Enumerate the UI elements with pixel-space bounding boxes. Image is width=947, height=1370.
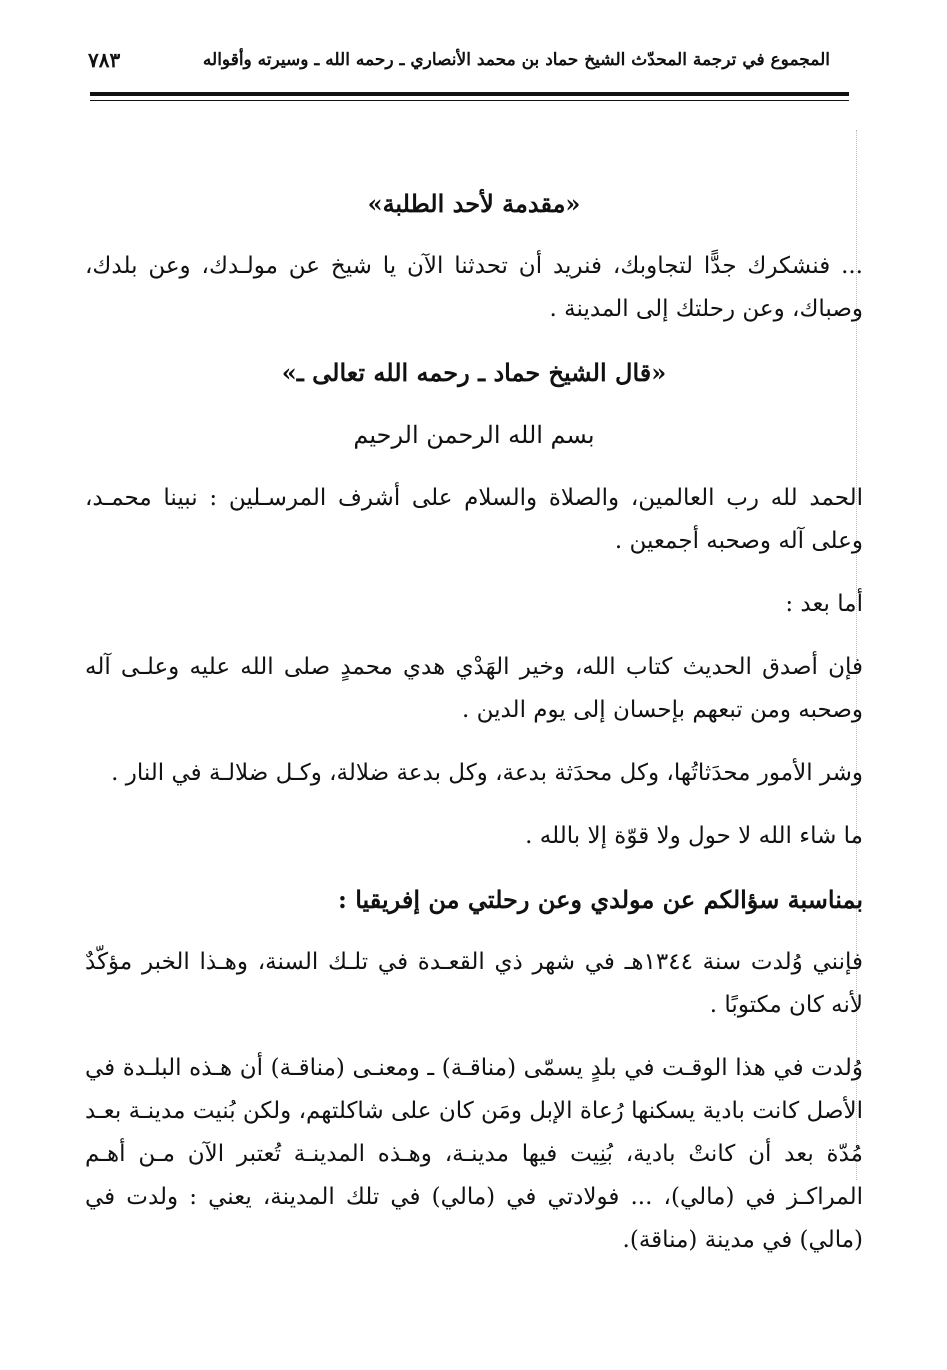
page-body xyxy=(85,182,863,1262)
amma-bad: أما بعد : xyxy=(785,591,863,617)
paragraph-ma-shaa-allah: ما شاء الله لا حول ولا قوّة إلا بالله . xyxy=(525,823,863,849)
heading-intro: «مقدمة لأحد الطلبة» xyxy=(367,189,581,218)
paragraph-hamd: الحمد لله رب العالمين، والصلاة والسلام على أشرف المرسـلين : نبينا محمـد، وعلى آله وصحبه أجمعين . xyxy=(85,485,863,554)
paragraph-intro: ... فنشكرك جدًّا لتجاوبك، فنريد أن تحدثنا الآن يا شيخ عن مولـدك، وعن بلدك، وصباك، وعن رحلتك إلى المدينة . xyxy=(85,253,863,322)
paragraph-sharr-al-umur: وشر الأمور محدَثاتُها، وكل محدَثة بدعة، وكل بدعة ضلالة، وكـل ضلالـة في النار . xyxy=(111,760,863,786)
running-title: المجموع في ترجمة المحدّث الشيخ حماد بن محمد الأنصاري ـ رحمه الله ـ وسيرته وأقواله xyxy=(202,50,830,70)
running-head xyxy=(88,40,830,80)
header-rule-thick xyxy=(90,92,849,96)
basmala: بسم الله الرحمن الرحيم xyxy=(353,421,595,449)
paragraph-manaqa: وُلدت في هذا الوقـت في بلدٍ يسمّى (مناقـة) ـ ومعنـى (مناقـة) أن هـذه البلـدة في الأصل كانت بادية يسكنها رُعاة الإبل ومَن كان على شاكلتهم، ولكن بُنيت مدينـة بعـد مُدّة بعد أن كانتْ بادية، بُنِيت فيها مدينـة، وهـذه المدينـة تُعتبر الآن مـن أهـم المراكـز في (مالي)، ... فولادتي في (مالي) في تلك المدينة، يعني : ولدت في (مالي) في مدينة (مناقة). xyxy=(85,1055,863,1253)
heading-munasaba: بمناسبة سؤالكم عن مولدي وعن رحلتي من إفريقيا : xyxy=(338,885,863,914)
header-rule-thin xyxy=(90,100,849,101)
heading-shaykh-hammad: «قال الشيخ حماد ـ رحمه الله تعالى ـ» xyxy=(281,358,667,387)
page-number: ٧٨٣ xyxy=(88,48,121,72)
paragraph-birth-year: فإنني وُلدت سنة ١٣٤٤هـ في شهر ذي القعـدة في تلـك السنة، وهـذا الخبر مؤكّدٌ لأنه كان مكتوبًا . xyxy=(85,949,864,1018)
paragraph-asdaq-al-hadith: فإن أصدق الحديث كتاب الله، وخير الهَدْي هدي محمدٍ صلى الله عليه وعلـى آله وصحبه ومن تبعهم بإحسان إلى يوم الدين . xyxy=(85,654,863,723)
